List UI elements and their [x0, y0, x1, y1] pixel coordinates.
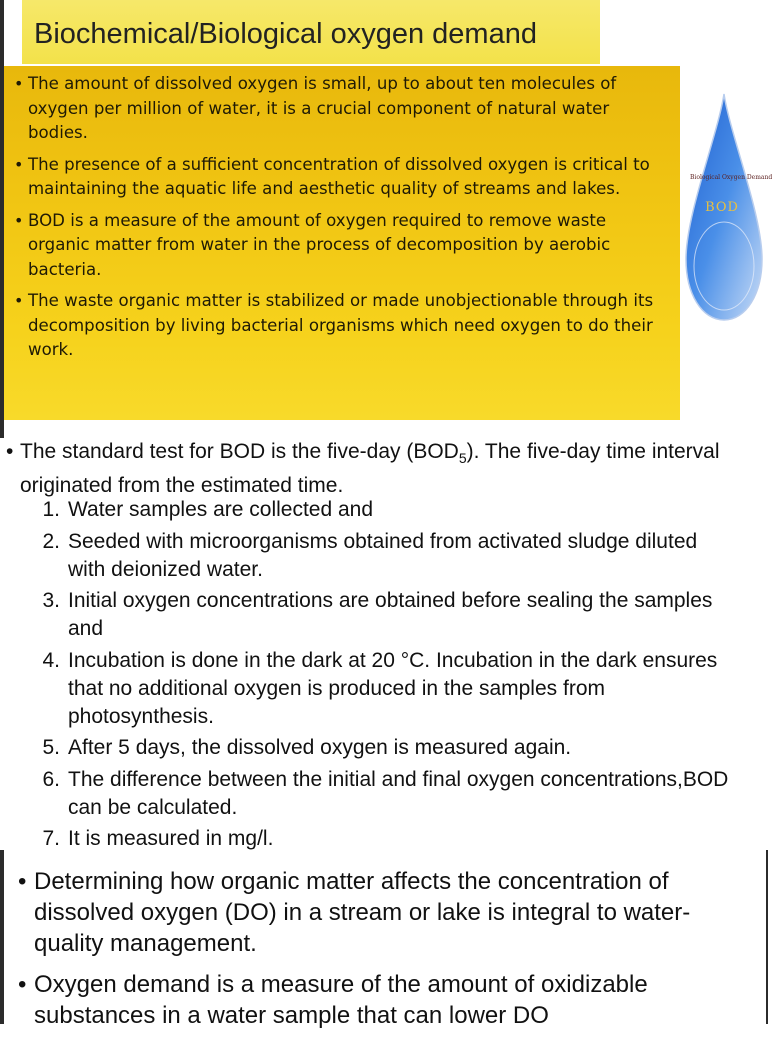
list-item	[14, 153, 666, 202]
step-text: Seeded with microorganisms obtained from activated sludge diluted with deionized water.	[68, 529, 698, 581]
list-item	[14, 72, 666, 146]
list-item	[30, 734, 740, 762]
title-banner	[22, 0, 600, 64]
bod-test-intro	[6, 438, 746, 499]
step-text: Incubation is done in the dark at 20 °C. Incubation in the dark ensures that no additional oxygen is produced in the samples from photosynthesis.	[68, 648, 718, 728]
step-text: The difference between the initial and final oxygen concentrations,BOD can be calculated.	[68, 767, 729, 819]
bullet-icon: •	[14, 291, 24, 310]
definition-bullet-list	[14, 72, 666, 370]
intro-text-start: The standard test for BOD is the five-day (BOD	[20, 440, 459, 463]
slide-bod-test-procedure	[0, 438, 768, 850]
intro-text-end: ). The five-day time interval originated from the estimated time.	[20, 440, 720, 498]
list-item	[18, 866, 758, 959]
list-item	[18, 969, 758, 1031]
list-item	[14, 289, 666, 363]
list-item	[30, 766, 740, 822]
page-title: Biochemical/Biological oxygen demand	[34, 18, 537, 50]
list-item	[30, 496, 740, 524]
bullet-text: The amount of dissolved oxygen is small, up to about ten molecules of oxygen per million of water, it is a crucial component of natural water bodies.	[28, 74, 617, 142]
step-number: 7.	[42, 827, 60, 850]
procedure-step-list	[30, 496, 740, 857]
bullet-icon: •	[6, 440, 14, 463]
step-text: After 5 days, the dissolved oxygen is measured again.	[68, 736, 572, 759]
step-number: 5.	[42, 736, 60, 759]
bullet-icon: •	[14, 154, 24, 174]
slide-bod-definition	[0, 0, 772, 438]
bullet-icon: •	[18, 971, 27, 998]
intro-text	[6, 438, 746, 499]
bullet-icon: •	[14, 74, 24, 93]
oxygen-demand-bullet-list	[18, 866, 758, 1041]
slide-right-margin	[680, 345, 768, 420]
step-number: 1.	[42, 498, 60, 521]
step-text: It is measured in mg/l.	[68, 827, 274, 850]
bullet-icon: •	[18, 868, 27, 895]
list-item	[30, 825, 740, 853]
bullet-icon: •	[14, 210, 24, 230]
step-number: 4.	[42, 648, 60, 672]
list-item	[14, 209, 666, 283]
slide-left-edge	[0, 0, 4, 438]
logo-caption: Biological Oxygen Demand	[690, 174, 772, 181]
intro-subscript: 5	[458, 450, 467, 467]
slide-left-edge	[0, 850, 4, 1024]
step-number: 2.	[42, 529, 60, 553]
step-text: Initial oxygen concentrations are obtained before sealing the samples and	[68, 589, 713, 640]
bullet-text: The presence of a sufficient concentration of dissolved oxygen is critical to maintaining the aquatic life and aesthetic quality of streams and lakes.	[28, 154, 650, 198]
list-item	[30, 647, 740, 731]
list-item	[30, 587, 740, 643]
slide-right-edge	[766, 850, 768, 1024]
slide-oxygen-demand	[0, 850, 768, 1029]
bullet-text: BOD is a measure of the amount of oxygen required to remove waste organic matter from water in the process of decomposition by aerobic bacteria.	[28, 210, 611, 279]
step-number: 3.	[42, 589, 60, 612]
list-item	[30, 528, 740, 584]
bullet-text: Oxygen demand is a measure of the amount of oxidizable substances in a water sample that can lower DO	[34, 971, 648, 1029]
bullet-text: Determining how organic matter affects the concentration of dissolved oxygen (DO) in a stream or lake is integral to water-quality management.	[34, 868, 691, 957]
bullet-text: The waste organic matter is stabilized or made unobjectionable through its decomposition by living bacterial organisms which need oxygen to do their work.	[28, 291, 654, 359]
step-number: 6.	[42, 767, 60, 791]
step-text: Water samples are collected and	[68, 498, 374, 521]
logo-bod-text: BOD	[705, 200, 739, 215]
